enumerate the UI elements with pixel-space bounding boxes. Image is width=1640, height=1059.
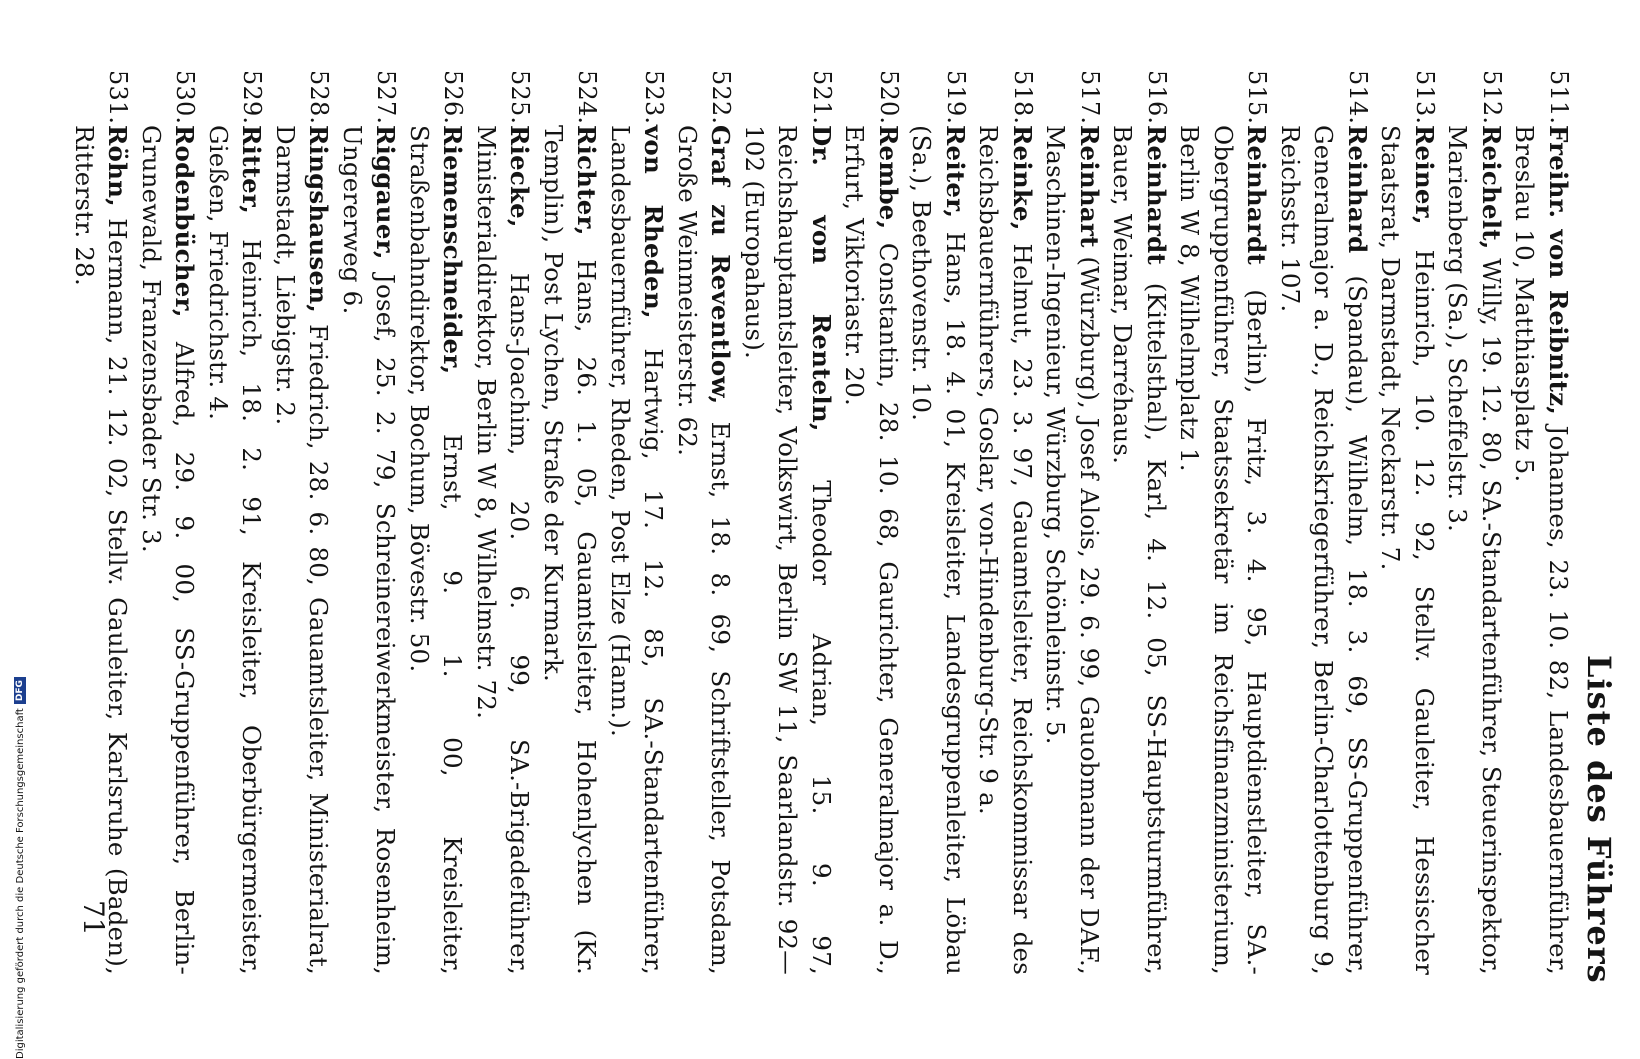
list-item (1374, 70, 1441, 975)
entry-number: 514. (1344, 70, 1372, 125)
entry-name: Ringshausen, (304, 125, 334, 314)
entry-details: (Spandau), Wilhelm, 18. 3. 69, SS-Gruppenführer, Generalmajor a. D., Reichskriegerführer, Berlin-Charlottenburg 9, Reichsstr. 107. (1276, 125, 1372, 975)
entry-name: Freihr. von Reibnitz, (1544, 125, 1573, 415)
list-item (336, 70, 403, 975)
list-item (269, 70, 336, 975)
entry-details: Hans-Joachim, 20. 6. 99, SA.-Brigadeführer, Ministerialdirektor, Berlin W 8, Wilhelmstr. 72. (472, 125, 535, 975)
entry-number: 518. (1009, 70, 1037, 125)
entry-details: Heinrich, 18. 2. 91, Kreisleiter, Oberbürgermeister, Gießen, Friedrichstr. 4. (204, 125, 267, 975)
list-item (537, 70, 604, 975)
list-item (1106, 70, 1173, 975)
entry-number: 524. (573, 70, 602, 125)
entry-name: Rembe, (874, 125, 903, 230)
entry-name: Rodenbücher, (170, 125, 200, 318)
list-item (905, 70, 972, 975)
entry-number: 528. (305, 70, 334, 125)
entry-number: 520. (875, 70, 903, 125)
entry-name: Riggauer, (371, 125, 401, 260)
entry-details: Helmut, 23. 3. 97, Gauamtsleiter, Reichskommissar des Reichsbauernführers, Goslar, von-Hindenburg-Str. 9 a. (974, 125, 1037, 975)
list-item (1039, 70, 1106, 975)
entry-number: 522. (707, 70, 736, 125)
entry-number: 517. (1076, 70, 1104, 125)
list-item (403, 70, 470, 975)
entry-details: Constantin, 28. 10. 68, Gaurichter, Generalmajor a. D., Erfurt, Viktoriastr. 20. (840, 125, 903, 975)
entry-list (68, 70, 1576, 975)
entry-details: Theodor Adrian, 15. 9. 97, Reichshauptamtsleiter, Volkswirt, Berlin SW 11, Saarlandstr. 92—102 (Europahaus). (740, 125, 836, 975)
entry-number: 529. (238, 70, 267, 125)
list-item (738, 70, 839, 975)
list-item (1274, 70, 1375, 975)
page-title: Liste des Führers (1580, 655, 1618, 984)
entry-number: 513. (1411, 70, 1439, 125)
entry-details: Hans, 26. 1. 05, Gauamtsleiter, Hohenlychen (Kr. Templin), Post Lychen, Straße der Kurmark. (539, 125, 602, 975)
entry-details: Johannes, 23. 10. 82, Landesbauernführer, Breslau 10, Matthiasplatz 5. (1510, 125, 1573, 976)
list-item (1441, 70, 1508, 975)
entry-name: Graf zu Reventlow, (706, 125, 736, 405)
entry-details: Hermann, 21. 12. 02, Stellv. Gauleiter, Karlsruhe (Baden), Ritterstr. 28. (70, 125, 133, 975)
entry-name: Ritter, (237, 125, 267, 214)
entry-name: von Rheden, (639, 125, 669, 319)
entry-name: Richter, (572, 125, 602, 236)
entry-number: 511. (1545, 70, 1573, 125)
entry-details: Josef, 25. 2. 79, Schreinereiwerkmeister, Rosenheim, Ungererweg 6. (338, 125, 401, 975)
entry-name: Reinhardt (1242, 125, 1272, 265)
entry-details: Heinrich, 10. 12. 92, Stellv. Gauleiter, Hessischer Staatsrat, Darmstadt, Neckarstr. 7. (1376, 125, 1439, 975)
list-item (1508, 70, 1575, 975)
entry-number: 519. (942, 70, 970, 125)
entry-details: Ernst, 9. 1. 00, Kreisleiter, Straßenbahndirektor, Bochum, Bövestr. 50. (405, 125, 468, 975)
entry-number: 526. (439, 70, 468, 125)
entry-details: Willy, 19. 12. 80, SA.-Standartenführer, Steuerinspektor, Marienberg (Sa.), Scheffelstr. 3. (1443, 125, 1506, 975)
list-item (838, 70, 905, 975)
entry-name: Riemenschneider, (438, 125, 468, 375)
entry-number: 516. (1143, 70, 1171, 125)
entry-details: (Würzburg), Josef Alois, 29. 6. 99, Gauobmann der DAF., Maschinen-Ingenieur, Würzburg, Schönleinstr. 5. (1041, 125, 1104, 975)
entry-name: Röhn, (103, 125, 133, 207)
list-item (68, 70, 135, 975)
entry-number: 512. (1478, 70, 1506, 125)
entry-number: 521. (808, 70, 836, 125)
entry-number: 525. (506, 70, 535, 125)
entry-name: Reinhardt (1142, 125, 1171, 265)
list-item (470, 70, 537, 975)
entry-details: (Kittelsthal), Karl, 4. 12. 05, SS-Hauptsturmführer, Bauer, Weimar, Darréhaus. (1108, 125, 1171, 975)
entry-details: Hans, 18. 4. 01, Kreisleiter, Landesgruppenleiter, Löbau (Sa.), Beethovenstr. 10. (907, 125, 970, 975)
page-number: 71 (77, 900, 110, 936)
entry-name: Dr. von Renteln, (807, 125, 836, 432)
entry-name: Reiner, (1410, 125, 1439, 225)
entry-number: 531. (104, 70, 133, 125)
digitization-credit (11, 459, 29, 1059)
entry-details: (Berlin), Fritz, 3. 4. 95, Hauptdienstleiter, SA.-Obergruppenführer, Staatssekretär im Reichsfinanzministerium, Berlin W 8, Wilhelmplatz 1. (1175, 125, 1272, 975)
entry-name: Reinhart (1075, 125, 1104, 248)
entry-details: Hartwig, 17. 12. 85, SA.-Standartenführer, Landesbauernführer, Rheden, Post Elze (Hann.). (606, 125, 669, 975)
entry-details: Friedrich, 28. 6. 80, Gauamtsleiter, Ministerialrat, Darmstadt, Liebigstr. 2. (271, 125, 334, 975)
entry-name: Reinhard (1343, 125, 1372, 254)
entry-number: 523. (640, 70, 669, 125)
list-item (202, 70, 269, 975)
list-item (135, 70, 202, 975)
list-item (1173, 70, 1274, 975)
entry-number: 530. (171, 70, 200, 125)
digitization-note: Digitalisierung gefördert durch die Deutsche Forschungsgemeinschaft (14, 708, 26, 1059)
list-item (972, 70, 1039, 975)
list-item (604, 70, 671, 975)
entry-number: 515. (1243, 70, 1272, 125)
entry-number: 527. (372, 70, 401, 125)
entry-name: Riecke, (505, 125, 535, 228)
entry-name: Reiter, (941, 125, 970, 219)
entry-details: Ernst, 18. 8. 69, Schriftsteller, Potsdam, Große Weinmeisterstr. 62. (673, 125, 736, 975)
dfg-logo-icon: DFG (14, 677, 26, 704)
entry-name: Reichelt, (1477, 125, 1506, 250)
list-item (671, 70, 738, 975)
entry-name: Reinke, (1008, 125, 1037, 231)
entry-details: Alfred, 29. 9. 00, SS-Gruppenführer, Berlin-Grunewald, Franzensbader Str. 3. (137, 125, 200, 975)
